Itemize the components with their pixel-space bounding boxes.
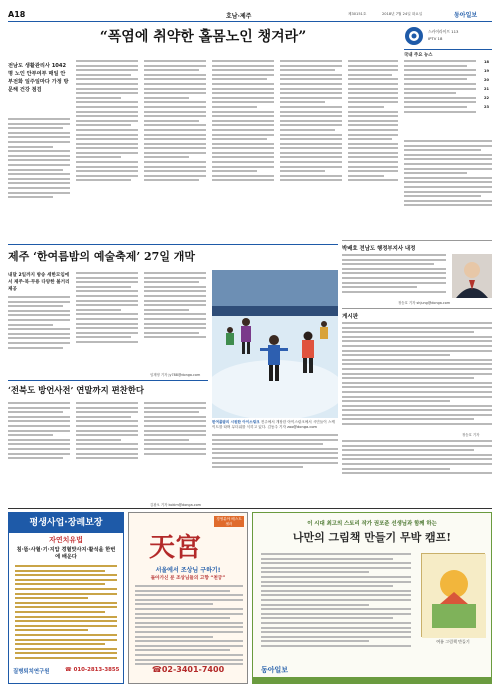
donga-logo — [404, 26, 424, 46]
page-number: A18 — [8, 10, 26, 19]
jeju-body-col2 — [76, 272, 138, 376]
ad-right-book-title: 여름 그림책 만들기 — [436, 639, 470, 644]
ad-mid-badge: 경영분야 베스트셀러 — [214, 516, 244, 527]
columnist-photo — [452, 254, 492, 298]
jeju-body-col3 — [144, 272, 206, 372]
index-page-6: 23 — [484, 105, 490, 109]
jeju-headline: 제주 ‘한여름밤의 예술축제’ 27일 개막 — [8, 250, 196, 263]
ad-left[interactable] — [8, 512, 124, 684]
top-article-body-col2 — [76, 60, 138, 238]
photo-byline: 김동주 기자 zoo@donga.com — [267, 424, 318, 429]
notice-title: 게시판 — [342, 314, 359, 320]
ad-left-sub: 자연치유법 — [49, 536, 83, 544]
jeonbuk-headline: ‘전북도 방언사전’ 연말까지 편찬한다 — [8, 385, 144, 395]
columnist-rule — [342, 240, 492, 241]
notice-body-2 — [342, 440, 492, 504]
jeju-rule — [8, 244, 338, 245]
ad-right-book — [421, 553, 485, 637]
notice-body — [342, 322, 492, 432]
jeonbuk-rule — [8, 380, 208, 381]
photo-caption-text: 전주에서 개장한 아이스링크에서 시민들이 스케이트를 타며 무더위를 식히고 있다. — [212, 420, 335, 429]
photo-caption-head: 한여름밤의 시원한 아이스링크 — [212, 420, 260, 424]
ad-left-list — [15, 565, 117, 661]
right-column-body — [404, 140, 492, 240]
index-page-3: 20 — [484, 78, 490, 82]
index-rule — [404, 49, 492, 50]
top-article-body-col3 — [144, 60, 206, 238]
ad-right-sponsor: 동아일보 — [261, 666, 289, 674]
section-name: 호남·제주 — [226, 13, 252, 20]
index-page-4: 21 — [484, 87, 490, 91]
ad-mid-logo: 天宮 — [149, 533, 202, 563]
jeonbuk-body-col1 — [8, 402, 70, 502]
index-page-2: 19 — [484, 69, 490, 73]
top-lede: 전남도 생활관리사 1042명 노인 안부여부 매일 안부전화 일주일마다 가정 방문해 건강 점검 — [8, 63, 69, 93]
ad-mid-title: 서울에서 조상님 구하기! — [155, 567, 221, 574]
columnist-title: 박배호 전남도 행정부지사 내정 — [342, 246, 416, 252]
notice-rule — [342, 308, 492, 309]
ad-mid-phone[interactable]: ☎02-3401-7400 — [151, 665, 225, 674]
ad-right-kicker: 이 시대 최고의 스토리 작가 권포준 선생님과 함께 하는 — [307, 521, 437, 527]
issue-number: 제30151호 — [348, 12, 367, 16]
paper-name: 동아일보 — [454, 12, 478, 19]
channel-item-2: IPTV 18 — [428, 36, 443, 41]
issue-date: 2018년 7월 24일 화요일 — [382, 12, 423, 16]
ad-right[interactable] — [252, 512, 492, 684]
ad-right-footer-bar — [253, 677, 491, 683]
top-article-body-col5 — [280, 60, 342, 238]
notice-byline: 정승호 기자 — [462, 433, 480, 437]
ad-mid-line1: 돌아가신 분 조상님들의 고향 “천궁” — [150, 576, 226, 581]
channel-item-1: 스카이라이프 113 — [428, 29, 459, 34]
top-headline: “폭염에 취약한 홀몸노인 챙겨라” — [99, 29, 307, 45]
jeonbuk-body-col2 — [76, 402, 138, 502]
index-sidebar — [404, 26, 492, 136]
ad-left-company: 질병퇴치연구원 — [13, 669, 50, 675]
top-article-body-col1 — [8, 118, 70, 236]
index-title: 국내 주요 뉴스 — [404, 53, 433, 58]
ad-left-phone[interactable]: ☎ 010-2813-3855 — [65, 667, 120, 673]
jeju-body-col1 — [8, 296, 70, 376]
ads-divider — [8, 508, 492, 509]
masthead-rule — [8, 21, 492, 22]
ad-mid-body — [135, 585, 243, 668]
ad-right-title: 나만의 그림책 만들기 무박 캠프! — [292, 531, 452, 544]
index-page-1: 18 — [484, 60, 490, 64]
columnist-byline: 정승호 기자 shjung@donga.com — [398, 301, 451, 305]
ad-left-lead: 침·뜸·사혈·기·지압 경혈맛사지·활석을 한번에 배운다 — [16, 547, 116, 560]
ad-middle[interactable] — [128, 512, 248, 684]
jeonbuk-body-col3 — [144, 402, 206, 502]
top-article-body-col4 — [212, 60, 274, 238]
jeonbuk-byline: 김광오 기자 kokim@donga.com — [150, 503, 201, 507]
jeju-sub: 내달 2일까지 방송 세한모임에서 제주·북·무용 다양한 볼거리 제공 — [8, 273, 70, 292]
ad-right-body — [261, 553, 411, 649]
photo-caption — [212, 420, 338, 430]
ice-rink-photo — [212, 270, 338, 418]
middle-column-body — [212, 434, 338, 504]
ad-left-header: 평생사업·장례보장 — [9, 513, 123, 533]
jeju-byline: 임재영 기자 jy788@donga.com — [150, 373, 201, 377]
columnist-body — [342, 254, 446, 298]
masthead — [8, 8, 492, 21]
top-article-body-col6 — [348, 60, 398, 238]
index-page-5: 22 — [484, 96, 490, 100]
